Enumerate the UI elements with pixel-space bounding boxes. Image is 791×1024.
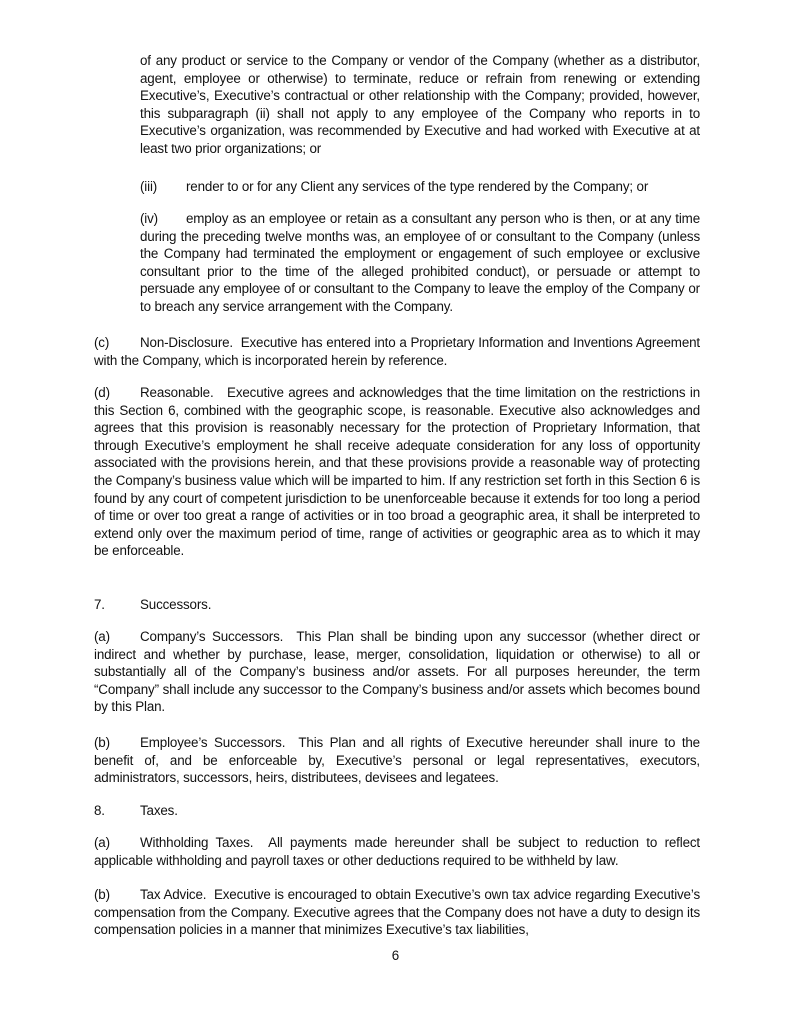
paragraph-heading: Withholding Taxes. xyxy=(140,835,254,850)
section-number: 8. xyxy=(94,803,105,818)
paragraph-iii xyxy=(140,178,700,196)
section-heading-line xyxy=(94,596,700,614)
paragraph-7a xyxy=(94,628,700,716)
paragraph-text: Executive agrees and acknowledges that the time limitation on the restrictions in this Section 6, combined with the geographic scope, is reasonable. Executive also acknowledges and agrees that this provision is reasonably necessary for the protection of Proprietary Information, that through Executive’s employment he shall receive adequate consideration for any loss of opportunity associated with the provisions herein, and that these provisions provide a reasonable way of protecting the Company’s business value which will be imparted to him. If any restriction set forth in this Section 6 is found by any court of competent jurisdiction to be unenforceable because it extends for too long a period of time or over too great a range of activities or in too broad a geographic area, it shall be interpreted to extend only over the maximum period of time, range of activities or geographic area as to which it may be enforceable. xyxy=(94,385,700,559)
paragraph-heading: Reasonable. xyxy=(140,385,214,400)
paragraph-iv xyxy=(140,210,700,316)
paragraph-ii-continuation xyxy=(140,52,700,158)
page-number: 6 xyxy=(391,948,400,963)
paragraph-8b xyxy=(94,886,700,939)
paragraph-line xyxy=(140,178,700,196)
paragraph-number: (d) xyxy=(94,385,110,400)
paragraph-number: (iii) xyxy=(140,179,158,194)
paragraph-text: Executive has entered into a Proprietary Information and Inventions Agreement with the Company, which is incorporated herein by reference. xyxy=(94,335,700,368)
paragraph-8a xyxy=(94,834,700,869)
paragraph-heading: Tax Advice. xyxy=(140,887,207,902)
paragraph-heading: Company’s Successors. xyxy=(140,629,284,644)
section-7-heading xyxy=(94,596,700,614)
paragraph-line xyxy=(94,628,700,716)
paragraph-text: of any product or service to the Company or vendor of the Company (whether as a distributor, agent, employee or otherwise) to terminate, reduce or refrain from renewing or extending Executive’s, Executive’s contractual or other relationship with the Company; provided, however, this subparagraph (ii) shall not apply to any employee of the Company who reports in to Executive’s organization, was recommended by Executive and had worked with Executive at at least two prior organizations; or xyxy=(140,53,700,156)
section-number: 7. xyxy=(94,597,105,612)
paragraph-text: This Plan and all rights of Executive hereunder shall inure to the benefit of, and be enforceable by, Executive’s personal or legal representatives, executors, administrators, successors, heirs, distributees, devisees and legatees. xyxy=(94,735,700,786)
section-title: Taxes. xyxy=(140,803,178,818)
paragraph-text: All payments made hereunder shall be subject to reduction to reflect applicable withholding and payroll taxes or other deductions required to be withheld by law. xyxy=(94,835,700,868)
paragraph-number: (c) xyxy=(94,335,110,350)
section-8-heading xyxy=(94,802,700,820)
paragraph-line xyxy=(94,384,700,560)
section-heading-line xyxy=(94,802,700,820)
paragraph-text: Executive is encouraged to obtain Executive’s own tax advice regarding Executive’s compensation from the Company. Executive agrees that the Company does not have a duty to design its compensation policies in a manner that minimizes Executive’s tax liabilities, xyxy=(94,887,700,938)
paragraph-line xyxy=(94,734,700,787)
paragraph-heading: Employee’s Successors. xyxy=(140,735,286,750)
paragraph-number: (b) xyxy=(94,887,110,902)
paragraph-c xyxy=(94,334,700,369)
paragraph-heading: Non-Disclosure. xyxy=(140,335,234,350)
paragraph-text: employ as an employee or retain as a consultant any person who is then, or at any time during the preceding twelve months was, an employee of or consultant to the Company (unless the Company had terminated the employment or engagement of such employee or exclusive consultant prior to the time of the alleged prohibited conduct), or persuade or attempt to persuade any employee of or consultant to the Company to leave the employ of the Company or to breach any service arrangement with the Company. xyxy=(140,211,700,314)
paragraph-number: (b) xyxy=(94,735,110,750)
paragraph-line xyxy=(140,210,700,316)
paragraph-line xyxy=(94,834,700,869)
paragraph-line xyxy=(94,334,700,369)
paragraph-text: This Plan shall be binding upon any successor (whether direct or indirect and whether by purchase, lease, merger, consolidation, liquidation or otherwise) to all or substantially all of the Company’s business and/or assets. For all purposes hereunder, the term “Company” shall include any successor to the Company’s business and/or assets which becomes bound by this Plan. xyxy=(94,629,700,715)
paragraph-number: (a) xyxy=(94,835,110,850)
paragraph-d xyxy=(94,384,700,560)
paragraph-number: (iv) xyxy=(140,211,158,226)
paragraph-line xyxy=(94,886,700,939)
section-title: Successors. xyxy=(140,597,212,612)
paragraph-text: render to or for any Client any services of the type rendered by the Company; or xyxy=(186,179,649,194)
paragraph-number: (a) xyxy=(94,629,110,644)
paragraph-7b xyxy=(94,734,700,787)
